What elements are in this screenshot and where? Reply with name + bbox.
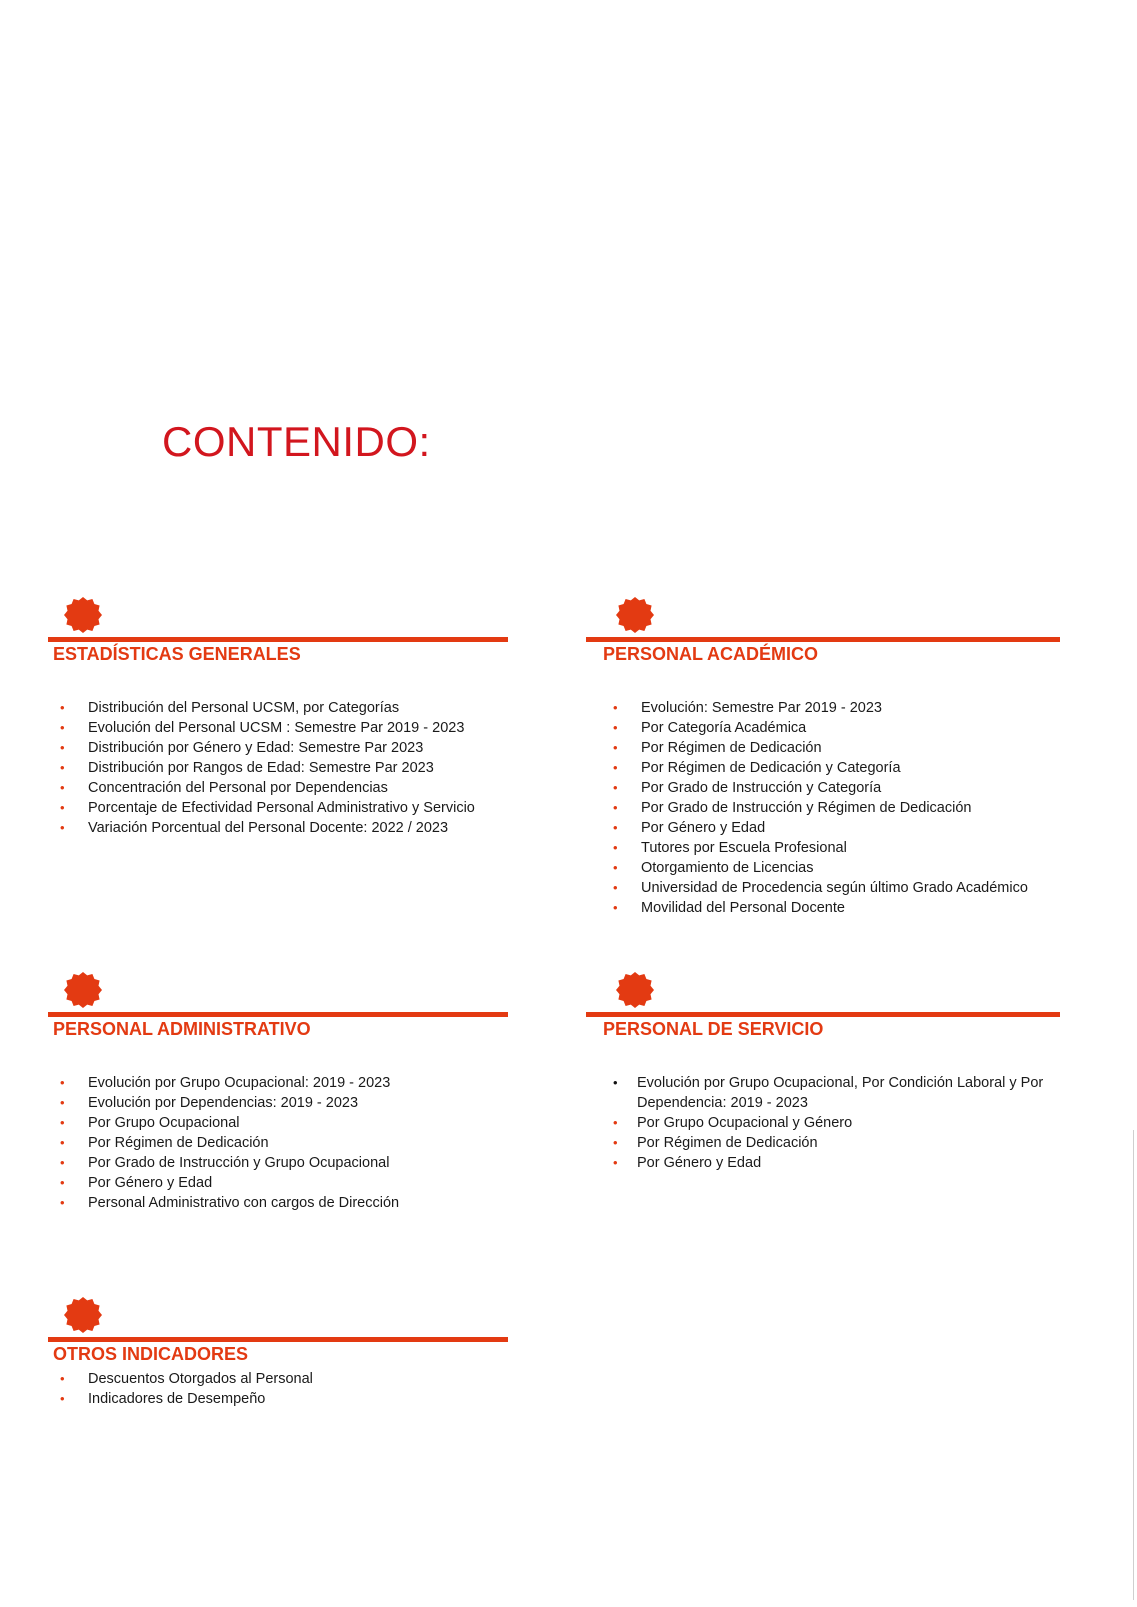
list-item-text: Tutores por Escuela Profesional — [641, 840, 847, 856]
list-item-text: Distribución por Género y Edad: Semestre Par 2023 — [88, 740, 424, 756]
bullet-icon: • — [613, 720, 618, 735]
list-item-text: Evolución: Semestre Par 2019 - 2023 — [641, 700, 882, 716]
list-item — [613, 898, 1053, 918]
list-item-text: Por Régimen de Dedicación — [641, 740, 822, 756]
list-item-text: Variación Porcentual del Personal Docente: 2022 / 2023 — [88, 820, 449, 836]
list-item-text: Por Régimen de Dedicación — [637, 1135, 818, 1151]
list-item-text: Por Grupo Ocupacional y Género — [637, 1115, 853, 1131]
bullet-icon: • — [613, 760, 618, 775]
list-item-text: Evolución por Dependencias: 2019 - 2023 — [88, 1095, 359, 1111]
bullet-icon: • — [60, 1095, 65, 1110]
list-item-text: Descuentos Otorgados al Personal — [88, 1371, 313, 1387]
bullet-icon: • — [60, 740, 65, 755]
list-item — [60, 758, 520, 778]
list-item-text: Por Grado de Instrucción y Grupo Ocupacional — [88, 1155, 390, 1171]
list-item — [613, 718, 1053, 738]
list-item-text: Concentración del Personal por Dependencias — [88, 780, 388, 796]
list-item — [60, 1193, 500, 1213]
bullet-icon: • — [60, 1175, 65, 1190]
starburst-badge-icon — [60, 595, 106, 635]
items-list — [60, 1073, 500, 1213]
list-item-text: Por Género y Edad — [641, 820, 766, 836]
list-item — [613, 858, 1053, 878]
items-list — [613, 698, 1053, 918]
bullet-icon: • — [613, 820, 618, 835]
section-title: ESTADÍSTICAS GENERALES — [53, 644, 301, 664]
bullet-icon: • — [60, 760, 65, 775]
items-list — [60, 1369, 500, 1409]
list-item-text: Por Grado de Instrucción y Categoría — [641, 780, 882, 796]
list-item — [613, 878, 1053, 898]
list-item — [613, 698, 1053, 718]
list-item-text: Por Grado de Instrucción y Régimen de Dedicación — [641, 800, 972, 816]
list-item — [60, 1073, 500, 1093]
bullet-icon: • — [613, 1075, 618, 1090]
bullet-icon: • — [613, 1115, 618, 1130]
page-title: CONTENIDO: — [162, 418, 431, 465]
page-edge-line — [1133, 1130, 1134, 1600]
bullet-icon: • — [60, 1155, 65, 1170]
bullet-icon: • — [60, 1115, 65, 1130]
bullet-icon: • — [613, 840, 618, 855]
list-item — [60, 798, 520, 818]
bullet-icon: • — [60, 800, 65, 815]
items-list — [60, 698, 520, 838]
section-divider — [48, 1337, 508, 1342]
section-divider — [48, 1012, 508, 1017]
list-item — [613, 758, 1053, 778]
list-item — [613, 1133, 1060, 1153]
list-item — [60, 1113, 500, 1133]
section-title: PERSONAL ACADÉMICO — [603, 644, 819, 664]
bullet-icon: • — [60, 720, 65, 735]
list-item — [60, 1093, 500, 1113]
list-item — [613, 838, 1053, 858]
starburst-badge-icon — [60, 970, 106, 1010]
section-personal-academico — [586, 595, 1060, 940]
list-item-text: Movilidad del Personal Docente — [641, 900, 845, 916]
bullet-icon: • — [60, 1391, 65, 1406]
list-item-text: Evolución del Personal UCSM : Semestre Par 2019 - 2023 — [88, 720, 465, 736]
bullet-icon: • — [613, 700, 618, 715]
list-item — [60, 818, 520, 838]
list-item-text: Por Categoría Académica — [641, 720, 807, 736]
section-personal-administrativo — [48, 970, 508, 1230]
list-item-text: Distribución por Rangos de Edad: Semestre Par 2023 — [88, 760, 434, 776]
list-item-text: Por Régimen de Dedicación y Categoría — [641, 760, 901, 776]
items-list — [613, 1073, 1060, 1173]
list-item — [613, 798, 1053, 818]
list-item-text: Por Régimen de Dedicación — [88, 1135, 269, 1151]
list-item-text: Evolución por Grupo Ocupacional: 2019 - 2023 — [88, 1075, 391, 1091]
list-item-text: Por Género y Edad — [88, 1175, 213, 1191]
section-divider — [586, 1012, 1060, 1017]
starburst-badge-icon — [612, 595, 658, 635]
section-divider — [586, 637, 1060, 642]
section-estadisticas-generales — [48, 595, 508, 855]
list-item-text: Universidad de Procedencia según último Grado Académico — [641, 880, 1028, 896]
bullet-icon: • — [613, 860, 618, 875]
list-item — [60, 1153, 500, 1173]
bullet-icon: • — [613, 1135, 618, 1150]
section-title: PERSONAL DE SERVICIO — [603, 1019, 824, 1039]
bullet-icon: • — [60, 1371, 65, 1386]
list-item — [613, 1073, 1060, 1113]
list-item — [60, 1389, 500, 1409]
list-item — [613, 1113, 1060, 1133]
list-item — [613, 818, 1053, 838]
starburst-badge-icon — [612, 970, 658, 1010]
list-item — [60, 738, 520, 758]
bullet-icon: • — [60, 1075, 65, 1090]
bullet-icon: • — [60, 1195, 65, 1210]
list-item-text: Evolución por Grupo Ocupacional, Por Condición Laboral y Por Dependencia: 2019 - 2023 — [637, 1075, 1044, 1111]
section-personal-de-servicio — [586, 970, 1060, 1170]
bullet-icon: • — [60, 1135, 65, 1150]
bullet-icon: • — [613, 800, 618, 815]
list-item — [60, 718, 520, 738]
list-item — [60, 778, 520, 798]
list-item — [613, 738, 1053, 758]
starburst-badge-icon — [60, 1295, 106, 1335]
list-item-text: Distribución del Personal UCSM, por Categorías — [88, 700, 400, 716]
list-item — [613, 778, 1053, 798]
list-item — [60, 1173, 500, 1193]
bullet-icon: • — [613, 740, 618, 755]
list-item — [60, 1133, 500, 1153]
list-item-text: Porcentaje de Efectividad Personal Administrativo y Servicio — [88, 800, 475, 816]
list-item-text: Personal Administrativo con cargos de Dirección — [88, 1195, 400, 1211]
bullet-icon: • — [60, 780, 65, 795]
bullet-icon: • — [60, 700, 65, 715]
bullet-icon: • — [613, 780, 618, 795]
list-item — [60, 1369, 500, 1389]
section-title: PERSONAL ADMINISTRATIVO — [53, 1019, 311, 1039]
list-item-text: Indicadores de Desempeño — [88, 1391, 266, 1407]
bullet-icon: • — [613, 900, 618, 915]
bullet-icon: • — [613, 880, 618, 895]
list-item — [60, 698, 520, 718]
list-item-text: Por Género y Edad — [637, 1155, 762, 1171]
bullet-icon: • — [613, 1155, 618, 1170]
list-item-text: Otorgamiento de Licencias — [641, 860, 814, 876]
section-title: OTROS INDICADORES — [53, 1344, 249, 1364]
section-divider — [48, 637, 508, 642]
bullet-icon: • — [60, 820, 65, 835]
list-item-text: Por Grupo Ocupacional — [88, 1115, 240, 1131]
list-item — [613, 1153, 1060, 1173]
section-otros-indicadores — [48, 1295, 508, 1435]
